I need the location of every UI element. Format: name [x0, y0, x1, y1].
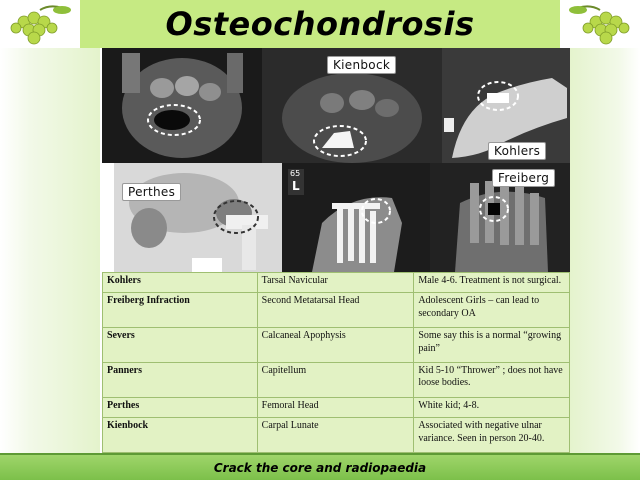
- grapes-left-decoration: [0, 0, 80, 48]
- table-row: [103, 362, 570, 397]
- perthes-hip-xray: [114, 163, 282, 272]
- right-side-panel: [568, 48, 640, 453]
- kienbock-label: Kienbock: [327, 56, 396, 74]
- notes-cell: Kid 5-10 “Thrower” ; does not have loose bodies.: [414, 362, 570, 397]
- marker-number: 65: [290, 169, 301, 178]
- table-row: [103, 273, 570, 293]
- table-row: [103, 293, 570, 328]
- table: [102, 272, 570, 453]
- freiberg-foot-xray-2: [430, 163, 570, 272]
- condition-cell: Severs: [103, 328, 258, 363]
- left-side-panel: [0, 48, 100, 453]
- location-cell: Calcaneal Apophysis: [257, 328, 414, 363]
- condition-cell: Panners: [103, 362, 258, 397]
- location-cell: Capitellum: [257, 362, 414, 397]
- table-row: [103, 328, 570, 363]
- table-row: [103, 397, 570, 417]
- kohlers-foot-xray: [442, 48, 570, 163]
- condition-cell: Kienbock: [103, 418, 258, 453]
- condition-cell: Freiberg Infraction: [103, 293, 258, 328]
- condition-cell: Perthes: [103, 397, 258, 417]
- notes-cell: Associated with negative ulnar variance. Seen in person 20-40.: [414, 418, 570, 453]
- notes-cell: Some say this is a normal “growing pain”: [414, 328, 570, 363]
- location-cell: Tarsal Navicular: [257, 273, 414, 293]
- slide-title: Osteochondrosis: [165, 5, 475, 43]
- xray-collage: [102, 48, 570, 272]
- footer-bar: [0, 453, 640, 480]
- freiberg-label: Freiberg: [492, 169, 555, 187]
- osteochondrosis-table: [102, 272, 570, 453]
- footer-text: Crack the core and radiopaedia: [213, 460, 427, 475]
- freiberg-foot-xray: [282, 163, 430, 272]
- kohlers-label: Kohlers: [488, 142, 546, 160]
- grapes-right-decoration: [560, 0, 640, 48]
- notes-cell: Male 4-6. Treatment is not surgical.: [414, 273, 570, 293]
- perthes-label: Perthes: [122, 183, 181, 201]
- condition-cell: Kohlers: [103, 273, 258, 293]
- notes-cell: Adolescent Girls – can lead to secondary OA: [414, 293, 570, 328]
- side-marker: L: [292, 179, 300, 193]
- kienbock-wrist-xray: [262, 48, 442, 163]
- location-cell: Second Metatarsal Head: [257, 293, 414, 328]
- kienbock-wrist-mri: [102, 48, 262, 163]
- table-row: [103, 418, 570, 453]
- location-cell: Carpal Lunate: [257, 418, 414, 453]
- title-bar: [80, 0, 560, 48]
- location-cell: Femoral Head: [257, 397, 414, 417]
- notes-cell: White kid; 4-8.: [414, 397, 570, 417]
